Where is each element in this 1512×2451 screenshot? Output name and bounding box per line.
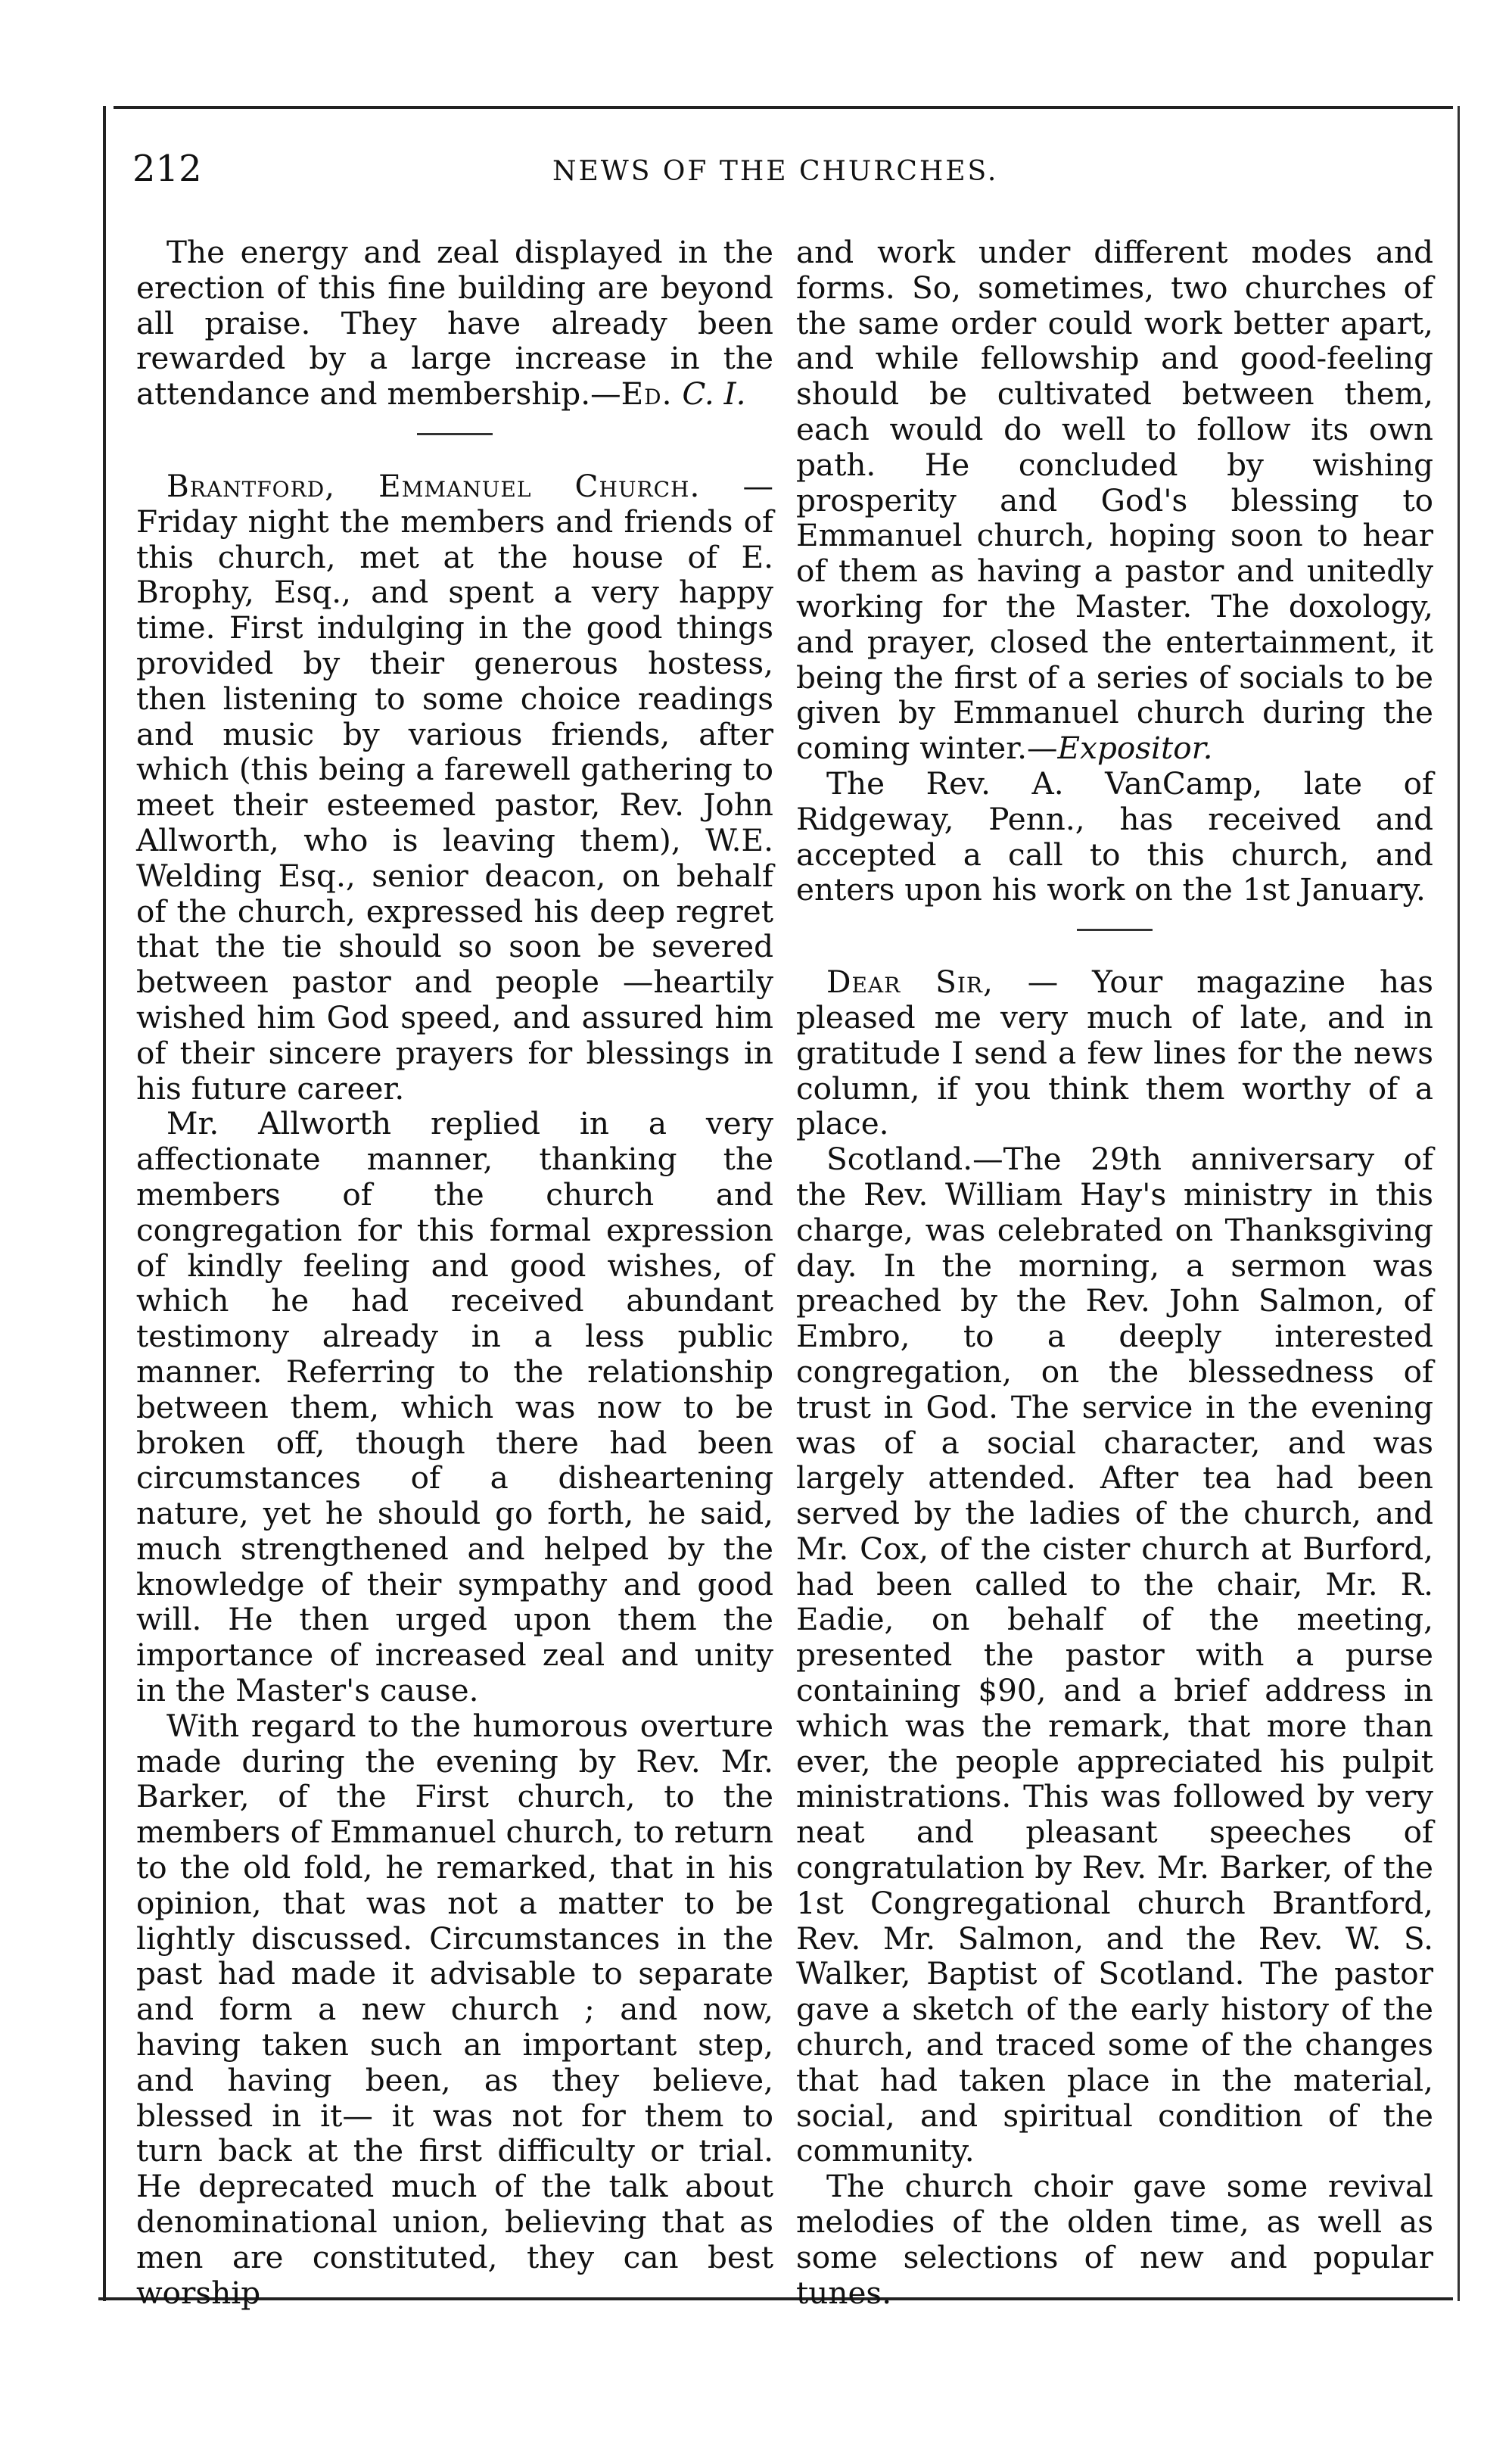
paragraph-text: — Your magazine has pleased me very much of late, and in gratitude I send a few lines for the news column, if you think them worthy of a place.	[796, 964, 1433, 1142]
paragraph-brantford	[136, 469, 773, 1106]
page-number: 212	[132, 148, 202, 190]
paragraph-text: — Friday night the members and friends of this church, met at the house of E. Brophy, Esq., and spent a very happy time. First indulging in the good things provided by their generous hostess, then listening to some choice readings and music by various friends, after which (this being a farewell gathering to meet their esteemed pastor, Rev. John Allworth, who is leaving them), W.E. Welding Esq., senior deacon, on behalf of the church, expressed his deep regret that the tie should so soon be severed between pastor and people —heartily wished him God speed, and assured him of their sincere prayers for blessings in his future career.	[136, 467, 773, 1107]
section-separator	[1077, 929, 1153, 931]
right-column	[796, 234, 1433, 2311]
editor-signature: Ed.	[621, 375, 673, 413]
source-expositor: Expositor.	[1057, 730, 1213, 767]
paragraph-text: and work under different modes and forms. So, sometimes, two churches of the same order could work better apart, and while fellowship and good-feeling should be cultivated between them, each would do well to follow its own path. He concluded by wishing prosperity and God's blessing to Emmanuel church, hoping soon to hear of them as having a pastor and unitedly working for the Master. The doxology, and prayer, closed the entertainment, it being the first of a series of socials to be given by Emmanuel church during the coming winter.—	[796, 234, 1433, 767]
paragraph-dear-sir	[796, 964, 1433, 1141]
running-head: NEWS OF THE CHURCHES.	[552, 156, 999, 187]
salutation: Dear Sir,	[826, 964, 994, 1001]
paragraph-vancamp: The Rev. A. VanCamp, late of Ridgeway, Penn., has received and accepted a call to this church, and enters upon his work on the 1st January.	[796, 765, 1433, 908]
paragraph-scotland: Scotland.—The 29th anniversary of the Rev. William Hay's ministry in this charge, was celebrated on Thanksgiving day. In the morning, a sermon was preached by the Rev. John Salmon, of Embro, to a deeply interested congregation, on the blessedness of trust in God. The service in the evening was of a social character, and was largely attended. After tea had been served by the ladies of the church, and Mr. Cox, of the cister church at Burford, had been called to the chair, Mr. R. Eadie, on behalf of the meeting, presented the pastor with a purse containing $90, and a brief address in which was the remark, that more than ever, the people appreciated his pulpit ministrations. This was followed by very neat and pleasant speeches of congratulation by Rev. Mr. Barker, of the 1st Congregational church Brantford, Rev. Mr. Salmon, and the Rev. W. S. Walker, Baptist of Scotland. The pastor gave a sketch of the early history of the church, and traced some of the changes that had taken place in the material, social, and spiritual condition of the community.	[796, 1141, 1433, 2169]
section-separator	[417, 433, 493, 435]
paragraph-building-praise	[136, 235, 773, 412]
paragraph-allworth-reply: Mr. Allworth replied in a very affectionate manner, thanking the members of the church and congregation for this formal expression of kindly feeling and good wishes, of which he had received abundant testimony already in a less public manner. Referring to the relationship between them, which was now to be broken off, though there had been circumstances of a disheartening nature, yet he should go forth, he said, much strengthened and helped by the knowledge of their sympathy and good will. He then urged upon them the importance of increased zeal and unity in the Master's cause.	[136, 1105, 773, 1709]
section-heading-brantford: Brantford, Emmanuel Church.	[166, 467, 701, 504]
paragraph-choir: The church choir gave some revival melodies of the olden time, as well as some selections of new and popular tunes.	[796, 2168, 1433, 2311]
paragraph-continued	[796, 235, 1433, 766]
paragraph-overture: With regard to the humorous overture made during the evening by Rev. Mr. Barker, of the First church, to the members of Emmanuel church, to return to the old fold, he remarked, that in his opinion, that was not a matter to be lightly discussed. Circumstances in the past had made it advisable to separate and form a new church ; and now, having taken such an important step, and having been, as they believe, blessed in it— it was not for them to turn back at the first difficulty or trial. He deprecated much of the talk about denominational union, believing that as men are constituted, they can best worship	[136, 1707, 773, 2311]
paragraph-text: The energy and zeal displayed in the erection of this fine building are beyond all praise. They have already been rewarded by a large increase in the attendance and membership.—	[136, 234, 773, 413]
source-abbrev: C. I.	[682, 375, 746, 413]
left-column	[136, 234, 773, 2311]
